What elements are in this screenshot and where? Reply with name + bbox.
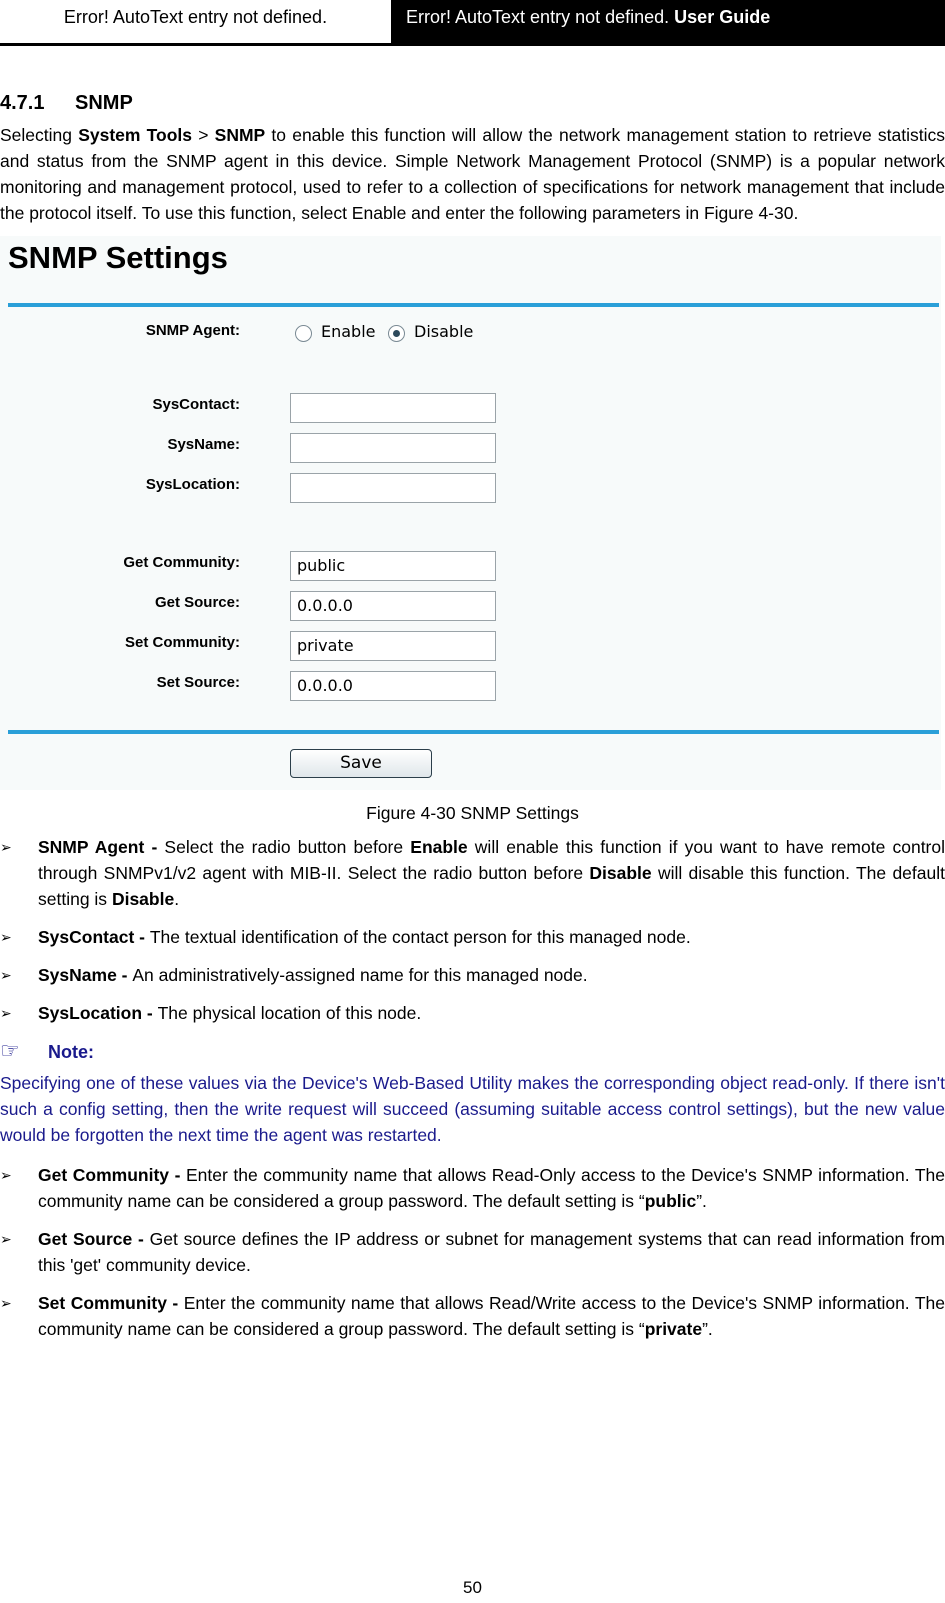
snmp-agent-label: SNMP Agent: [145, 322, 240, 339]
bullet-snmp-agent [0, 834, 945, 912]
snmp-agent-term: SNMP Agent - [38, 837, 165, 857]
arrowhead-bullet-icon: ➢ [0, 967, 12, 983]
set-community-text-end: ”. [702, 1319, 713, 1339]
disable-radio[interactable] [388, 325, 405, 342]
snmp-agent-bold-3: Disable [589, 863, 652, 883]
intro-text-3: to enable this function will allow the network management station to retrieve statistics and status from the SNMP agent in this device. Simple Network Management Protocol (SNMP) is a popular network monitoring and management protocol, used to refer to a collection of specifications for network management that include the protocol itself. To use this function, select Enable and enter the following parameters in Figure 4-30. [0, 125, 945, 223]
header-left-text: Error! AutoText entry not defined. [0, 0, 391, 46]
get-source-term: Get Source - [38, 1229, 150, 1249]
enable-radio-label: Enable [321, 322, 376, 341]
arrowhead-bullet-icon: ➢ [0, 929, 12, 945]
arrowhead-bullet-icon: ➢ [0, 1295, 12, 1311]
set-community-input[interactable]: private [290, 631, 496, 661]
sysname-text: An administratively-assigned name for this managed node. [132, 965, 588, 985]
note-text: Specifying one of these values via the Device's Web-Based Utility makes the corresponding object read-only. If there isn't such a config setting, then the write request will succeed (assuming suitable access control settings), but the new value would be forgotten the next time the agent was restarted. [0, 1073, 945, 1145]
bullet-get-community [0, 1162, 945, 1214]
arrowhead-bullet-icon: ➢ [0, 1005, 12, 1021]
pointing-hand-icon: ☞ [0, 1038, 20, 1063]
set-community-default: private [644, 1319, 703, 1339]
snmp-agent-text-1: Select the radio button before [164, 837, 411, 857]
bullet-syscontact [0, 924, 945, 950]
top-divider [8, 303, 939, 307]
note-title: Note: [48, 1042, 94, 1062]
snmp-agent-text-3: will disable this function. The default setting is [38, 863, 945, 909]
set-community-term: Set Community - [38, 1293, 184, 1313]
syscontact-input[interactable] [290, 393, 496, 423]
intro-bold-2: SNMP [214, 125, 266, 145]
bullet-syslocation [0, 1000, 945, 1026]
arrowhead-bullet-icon: ➢ [0, 1167, 12, 1183]
set-source-input[interactable]: 0.0.0.0 [290, 671, 496, 701]
sysname-input[interactable] [290, 433, 496, 463]
section-number: 4.7.1 [0, 92, 45, 114]
page-header [0, 0, 945, 46]
get-community-text-end: ”. [696, 1191, 707, 1211]
intro-bold-1: System Tools [78, 125, 193, 145]
get-community-input[interactable]: public [290, 551, 496, 581]
snmp-agent-text-4: . [174, 889, 180, 909]
syslocation-input[interactable] [290, 473, 496, 503]
intro-text-1: Selecting [0, 125, 79, 145]
section-heading [0, 88, 945, 118]
save-button[interactable]: Save [290, 749, 432, 778]
disable-radio-label: Disable [414, 322, 474, 341]
syscontact-term: SysContact - [38, 927, 150, 947]
bottom-divider [8, 730, 939, 734]
header-right-text: Error! AutoText entry not defined. [406, 7, 670, 27]
set-community-text: Enter the community name that allows Read/Write access to the Device's SNMP information. The community name can be considered a group password. The default setting is “ [38, 1293, 945, 1339]
snmp-agent-bold-4: Disable [111, 889, 175, 909]
syslocation-term: SysLocation - [38, 1003, 158, 1023]
figure-caption: Figure 4-30 SNMP Settings [366, 803, 579, 823]
get-community-label: Get Community: [123, 554, 240, 571]
page-content [0, 88, 945, 1342]
enable-radio[interactable] [295, 325, 312, 342]
header-right-bold: User Guide [674, 7, 771, 27]
snmp-agent-bold-2: Enable [410, 837, 468, 857]
note-heading [0, 1036, 945, 1066]
get-source-input[interactable]: 0.0.0.0 [290, 591, 496, 621]
snmp-agent-text-2: will enable this function if you want to have remote control through SNMPv1/v2 agent with MIB-II. Select the radio button before [38, 837, 945, 883]
snmp-settings-figure [0, 236, 941, 790]
set-community-label: Set Community: [124, 634, 240, 651]
syscontact-label: SysContact: [152, 396, 240, 413]
intro-text-2: > [192, 125, 215, 145]
syslocation-label: SysLocation: [145, 476, 240, 493]
get-community-term: Get Community - [38, 1165, 186, 1185]
arrowhead-bullet-icon: ➢ [0, 1231, 12, 1247]
syslocation-text: The physical location of this node. [157, 1003, 422, 1023]
sysname-term: SysName - [38, 965, 133, 985]
figure-title: SNMP Settings [8, 240, 228, 275]
bullet-get-source [0, 1226, 945, 1278]
intro-paragraph [0, 122, 945, 226]
get-community-default: public [644, 1191, 697, 1211]
arrowhead-bullet-icon: ➢ [0, 839, 12, 855]
sysname-label: SysName: [167, 436, 240, 453]
get-source-text: Get source defines the IP address or subnet for management systems that can read information from this 'get' community device. [38, 1229, 945, 1275]
syscontact-text: The textual identification of the contact person for this managed node. [149, 927, 691, 947]
bullet-set-community [0, 1290, 945, 1342]
get-source-label: Get Source: [154, 594, 240, 611]
set-source-label: Set Source: [156, 674, 240, 691]
section-title: SNMP [75, 92, 133, 114]
bullet-sysname [0, 962, 945, 988]
header-right [391, 0, 945, 46]
page-number: 50 [463, 1578, 482, 1597]
get-community-text: Enter the community name that allows Read-Only access to the Device's SNMP information. The community name can be considered a group password. The default setting is “ [38, 1165, 945, 1211]
